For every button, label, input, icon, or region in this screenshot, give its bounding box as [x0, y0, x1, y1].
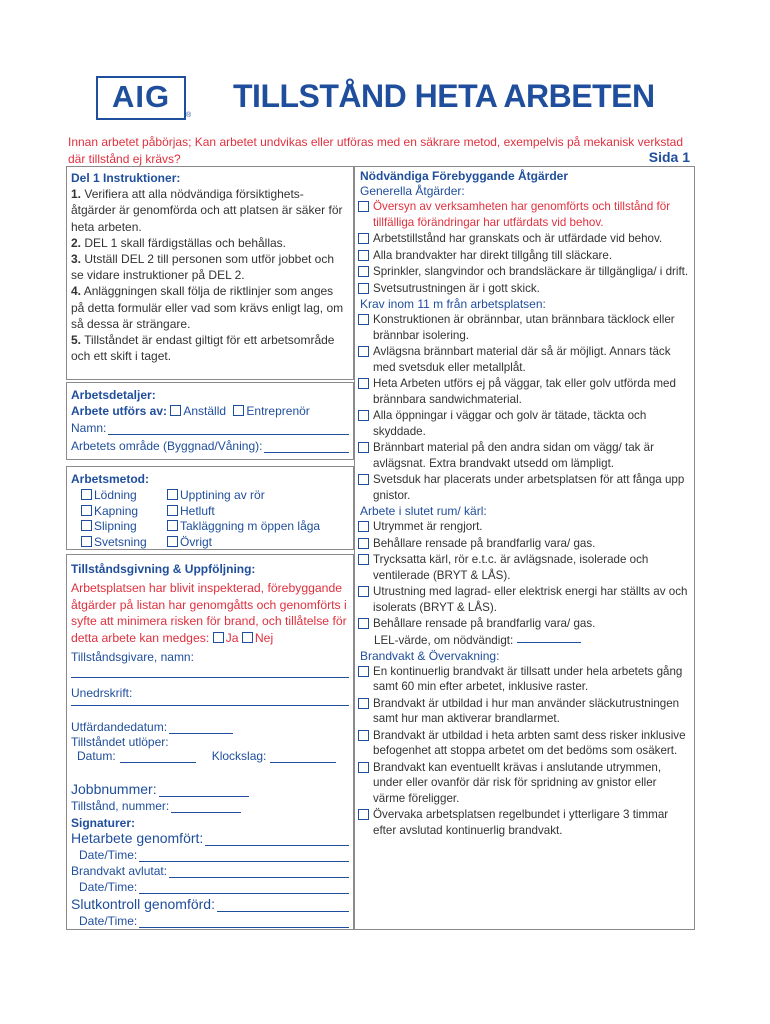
end-item-3[interactable]: Trycksatta kärl, rör e.t.c. är avlägsnade, isolerade och ventilerade (BRYT & LÅS).: [358, 552, 691, 583]
within-item-4[interactable]: Alla öppningar i väggar och golv är tätade, täckta och skyddade.: [358, 408, 691, 439]
final-check-field[interactable]: [71, 896, 349, 912]
within-item-2[interactable]: Avlägsna brännbart material där så är möjligt. Annars täck med svetsduk eller metallplåt.: [358, 344, 691, 375]
name-field[interactable]: [71, 421, 349, 435]
final-check-label: Slutkontroll genomförd:: [71, 896, 215, 912]
yes-checkbox[interactable]: [213, 632, 224, 643]
measures-box: [354, 166, 695, 930]
date-time-1-field[interactable]: [71, 848, 349, 862]
expires-label: Tillståndet utlöper:: [71, 735, 169, 749]
instruction-4: 4. Anläggningen skall följa de riktlinjer som anges på detta formulär eller vad som krävs enligt lag, om så dessa är strängare.: [71, 284, 344, 331]
date-time-3-label: Date/Time:: [79, 914, 138, 928]
issuer-field[interactable]: [71, 664, 349, 678]
within-heading: Krav inom 11 m från arbetsplatsen:: [360, 297, 546, 311]
date-time-1-label: Date/Time:: [79, 848, 138, 862]
time-label: Klockslag:: [211, 749, 267, 763]
method-cutting[interactable]: Kapning: [81, 504, 167, 520]
page-title: TILLSTÅND HETA ARBETEN: [233, 78, 655, 114]
contractor-checkbox[interactable]: [233, 405, 244, 416]
measures-heading: Nödvändiga Förebyggande Åtgärder: [360, 169, 569, 183]
work-details-heading: Arbetsdetaljer:: [71, 388, 156, 402]
general-heading: Generella Åtgärder:: [360, 184, 465, 198]
permit-box: [66, 554, 354, 930]
permit-statement: Arbetsplatsen har blivit inspekterad, förebyggande åtgärder på listan har genomgåtts och genomförts i syfte att minimera risken för brand, och tillåtelse för detta arbete kan medges: Ja Nej: [71, 581, 347, 645]
method-other[interactable]: Övrigt: [167, 535, 320, 551]
work-area-label: Arbetets område (Byggnad/Våning):: [71, 439, 263, 453]
within-item-1[interactable]: Konstruktionen är obrännbar, utan brännbara täcklock eller brännbar isolering.: [358, 312, 691, 343]
watch-item-3[interactable]: Brandvakt är utbildad i heta arbten samt dess risker inklusive befogenhet att stoppa arbetet om det bedöms som osäkert.: [358, 728, 691, 759]
issue-date-field[interactable]: [71, 720, 349, 734]
instruction-5: 5. Tillståndet är endast giltigt för ett arbetsområde och ett skift i taget.: [71, 333, 335, 364]
instructions-box: [66, 166, 354, 380]
performed-by-label: Arbete utförs av:: [71, 404, 168, 418]
watch-heading: Brandvakt & Övervakning:: [360, 648, 500, 663]
page-number: Sida 1: [648, 149, 690, 165]
watch-item-2[interactable]: Brandvakt är utbildad i hur man använder släckutrustningen samt hur man aktiverar brandlarmet.: [358, 696, 691, 727]
no-checkbox[interactable]: [242, 632, 253, 643]
lel-row[interactable]: [358, 633, 691, 648]
end-heading: Arbete i slutet rum/ kärl:: [360, 504, 487, 518]
method-pipe-thawing[interactable]: Upptining av rör: [167, 488, 320, 504]
instructions-heading: Del 1 Instruktioner:: [71, 171, 181, 185]
general-item-2[interactable]: Arbetstillstånd har granskats och är utfärdade vid behov.: [358, 231, 691, 247]
permit-number-field[interactable]: [71, 799, 349, 813]
within-item-6[interactable]: Svetsduk har placerats under arbetsplatsen för att fånga upp gnistor.: [358, 472, 691, 503]
no-label: Nej: [254, 630, 274, 645]
date-time-2-field[interactable]: [71, 880, 349, 894]
within-item-5[interactable]: Brännbart material på den andra sidan om vägg/ tak är avlägsnat. Extra brandvakt utsedd om lämpligt.: [358, 440, 691, 471]
name-label: Namn:: [71, 421, 107, 435]
general-item-3[interactable]: Alla brandvakter har direkt tillgång till släckare.: [358, 248, 691, 264]
date-time-2-label: Date/Time:: [79, 880, 138, 894]
instruction-2: 2. DEL 1 skall färdigställas och behållas.: [71, 235, 287, 250]
logo-registered-mark: ®: [186, 112, 192, 119]
date-label: Datum:: [77, 749, 116, 763]
hot-work-done-field[interactable]: [71, 830, 349, 846]
work-details-box: [66, 382, 354, 460]
yes-label: Ja: [225, 630, 239, 645]
end-item-1[interactable]: Utrymmet är rengjort.: [358, 519, 691, 535]
aig-logo: [96, 76, 192, 122]
signature-field[interactable]: [71, 700, 349, 706]
method-hot-air[interactable]: Hetluft: [167, 504, 320, 520]
watch-item-4[interactable]: Brandvakt kan eventuellt krävas i anslutande utrymmen, under eller ovanför där risk för spridning av gnistor eller värme föreligger.: [358, 760, 691, 807]
watch-item-5[interactable]: Övervaka arbetsplatsen regelbundet i ytterligare 3 timmar efter avslutad kontinuerlig brandvakt.: [358, 807, 691, 838]
hot-work-done-label: Hetarbete genomfört:: [71, 830, 204, 846]
time-field[interactable]: [270, 751, 336, 763]
end-item-5[interactable]: Behållare rensade på brandfarlig vara/ gas.: [358, 616, 691, 632]
work-method-heading: Arbetsmetod:: [71, 472, 150, 486]
job-number-label: Jobbnummer:: [71, 781, 157, 797]
work-method-box: [66, 466, 354, 550]
instruction-1: 1. Verifiera att alla nödvändiga försiktighets- åtgärder är genomförda och att platsen är säker för heta arbeten.: [71, 187, 343, 234]
work-area-field[interactable]: [71, 439, 349, 453]
permit-number-label: Tillstånd, nummer:: [71, 799, 170, 813]
date-field[interactable]: [120, 751, 196, 763]
fire-watch-done-field[interactable]: [71, 864, 349, 878]
general-item-4[interactable]: Sprinkler, slangvindor och brandsläckare är tillgängliga/ i drift.: [358, 264, 691, 280]
date-time-3-field[interactable]: [71, 914, 349, 928]
employed-checkbox[interactable]: [170, 405, 181, 416]
method-soldering[interactable]: Lödning: [81, 488, 167, 504]
end-item-2[interactable]: Behållare rensade på brandfarlig vara/ gas.: [358, 536, 691, 552]
instruction-3: 3. Utställ DEL 2 till personen som utför jobbet och se vidare instruktioner på DEL 2.: [71, 252, 335, 283]
employed-label: Anställd: [183, 404, 227, 418]
performed-by-row: [71, 404, 349, 418]
end-item-4[interactable]: Utrustning med lagrad- eller elektrisk energi har ställts av och isolerats (BRYT & LÅS).: [358, 584, 691, 615]
method-grinding[interactable]: Slipning: [81, 519, 167, 535]
signatures-heading: Signaturer:: [71, 816, 136, 830]
signature-label: Unedrskrift:: [71, 686, 133, 700]
within-item-3[interactable]: Heta Arbeten utförs ej på väggar, tak eller golv utförda med brännbara sandwichmaterial.: [358, 376, 691, 407]
contractor-label: Entreprenör: [246, 404, 310, 418]
method-roofing[interactable]: Takläggning m öppen låga: [167, 519, 320, 535]
general-item-5[interactable]: Svetsutrustningen är i gott skick.: [358, 281, 691, 297]
job-number-field[interactable]: [71, 781, 349, 797]
method-welding[interactable]: Svetsning: [81, 535, 167, 551]
logo-text: AIG: [111, 79, 171, 114]
watch-item-1[interactable]: En kontinuerlig brandvakt är tillsatt under hela arbetets gång samt 60 min efter arbetet, inklusive raster.: [358, 664, 691, 695]
permit-heading: Tillståndsgivning & Uppföljning:: [71, 562, 256, 576]
issue-date-label: Utfärdandedatum:: [71, 720, 168, 734]
lel-label: LEL-värde, om nödvändigt:: [374, 633, 514, 647]
issuer-label: Tillståndsgivare, namn:: [71, 650, 194, 664]
fire-watch-done-label: Brandvakt avlutat:: [71, 864, 168, 878]
intro-question: Innan arbetet påbörjas; Kan arbetet undvikas eller utföras med en säkrare metod, exempelvis på mekanisk verkstad där tillstånd ej krävs?: [68, 135, 683, 166]
general-item-1[interactable]: Översyn av verksamheten har genomförts och tillstånd för tillfälliga förändringar har utfärdats vid behov.: [358, 199, 691, 230]
